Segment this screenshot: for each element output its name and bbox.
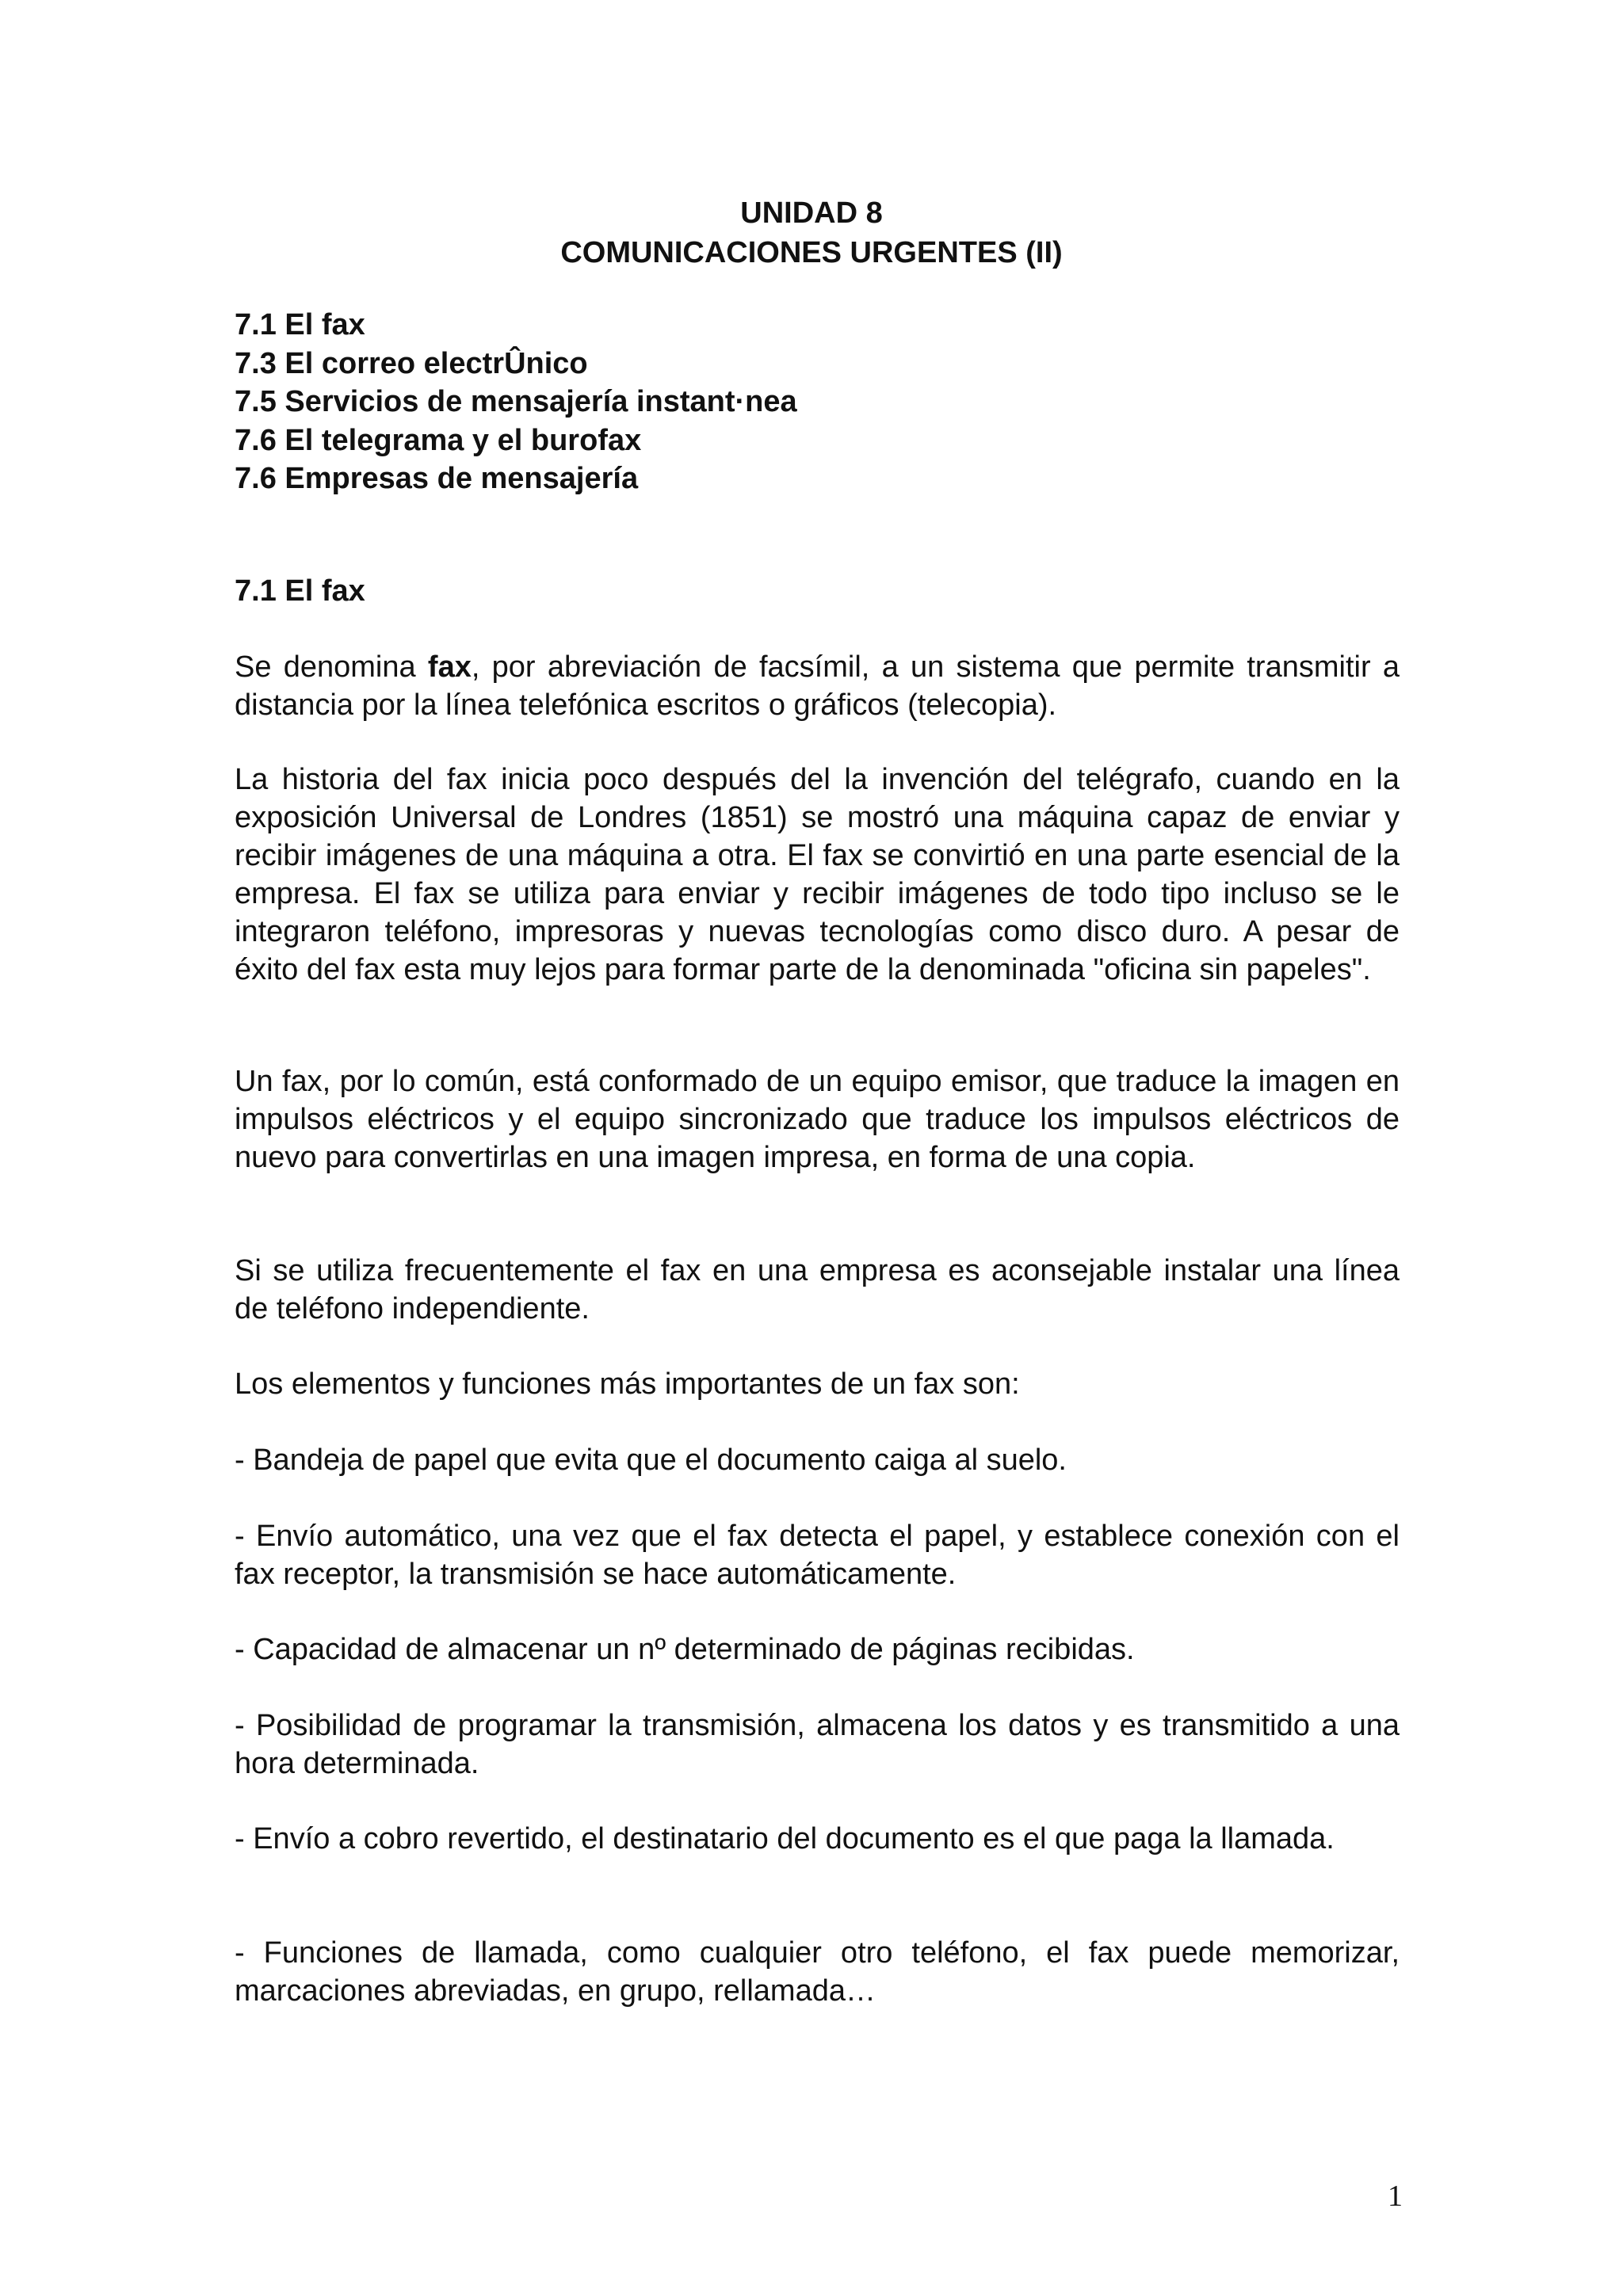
toc-item: 7.5 Servicios de mensajería instant·nea (235, 385, 797, 418)
list-item-tray: - Bandeja de papel que evita que el documento caiga al suelo. (235, 1444, 1067, 1477)
paragraph-history: La historia del fax inicia poco después del la invención del telégrafo, cuando en la exposición Universal de Londres (1851) se mostró una máquina capaz de enviar y recibir imágenes de una máquina a otra. El fax se convirtió en una parte esencial de la empresa. El fax se utiliza para enviar y recibir imágenes de todo tipo incluso se le integraron teléfono, impresoras y nuevas tecnologías como disco duro. A pesar de éxito del fax esta muy lejos para formar parte de la denominada "oficina sin papeles". (235, 763, 1400, 986)
intro-before: Se denomina (235, 650, 428, 684)
toc-item: 7.1 El fax (235, 308, 365, 341)
list-item-collect-call: - Envío a cobro revertido, el destinatario del documento es el que paga la llamada. (235, 1822, 1335, 1855)
intro-after: , por abreviación de facsímil, a un sistema que permite transmitir a distancia por la línea telefónica escritos o gráficos (telecopia). (235, 650, 1400, 722)
list-item-scheduling: - Posibilidad de programar la transmisión, almacena los datos y es transmitido a una hora determinada. (235, 1709, 1400, 1780)
list-item-storage: - Capacidad de almacenar un nº determinado de páginas recibidas. (235, 1633, 1135, 1666)
paragraph-line: Si se utiliza frecuentemente el fax en una empresa es aconsejable instalar una línea de teléfono independiente. (235, 1254, 1400, 1325)
intro-paragraph (235, 648, 1400, 724)
list-item-call-functions: - Funciones de llamada, como cualquier otro teléfono, el fax puede memorizar, marcaciones abreviadas, en grupo, rellamada… (235, 1936, 1400, 2008)
list-item-auto-send: - Envío automático, una vez que el fax detecta el papel, y establece conexión con el fax receptor, la transmisión se hace automáticamente. (235, 1520, 1400, 1591)
title-block (0, 193, 1623, 273)
unit-heading: UNIDAD 8 (740, 196, 883, 230)
paragraph-elements-intro: Los elementos y funciones más importantes de un fax son: (235, 1367, 1020, 1401)
toc-item: 7.6 Empresas de mensajería (235, 462, 639, 495)
paragraph-composition: Un fax, por lo común, está conformado de un equipo emisor, que traduce la imagen en impulsos eléctricos y el equipo sincronizado que traduce los impulsos eléctricos de nuevo para convertirlas en una imagen impresa, en forma de una copia. (235, 1065, 1400, 1174)
section-heading: 7.1 El fax (235, 574, 365, 608)
toc-item: 7.6 El telegrama y el burofax (235, 423, 642, 457)
toc-item: 7.3 El correo electrÛnico (235, 346, 588, 380)
table-of-contents (235, 306, 1400, 498)
unit-title: COMUNICACIONES URGENTES (II) (560, 236, 1063, 269)
page-number: 1 (1388, 2180, 1403, 2213)
intro-term: fax (427, 650, 472, 684)
